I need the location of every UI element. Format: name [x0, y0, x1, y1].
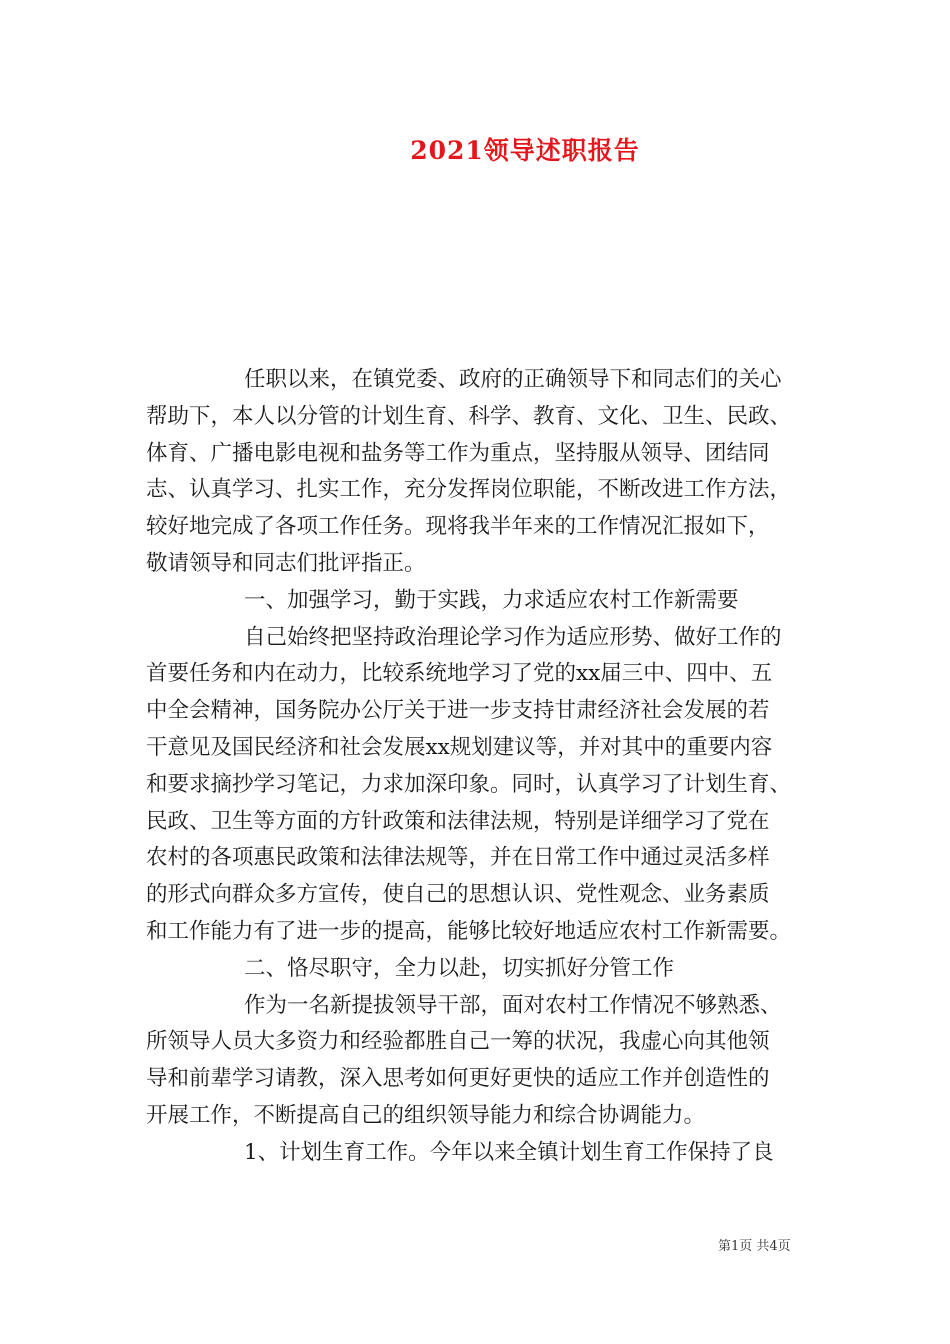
body-line: 帮助下，本人以分管的计划生育、科学、教育、文化、卫生、民政、	[146, 403, 792, 429]
body-line: 1、计划生育工作。今年以来全镇计划生育工作保持了良	[244, 1139, 774, 1165]
body-line: 较好地完成了各项工作任务。现将我半年来的工作情况汇报如下，	[146, 514, 770, 540]
body-line: 农村的各项惠民政策和法律法规等，并在日常工作中通过灵活多样	[146, 845, 770, 871]
document-title: 2021领导述职报告	[410, 136, 640, 165]
body-line: 自己始终把坚持政治理论学习作为适应形势、做好工作的	[244, 624, 782, 650]
section-heading: 一、加强学习，勤于实践，力求适应农村工作新需要	[244, 587, 739, 613]
body-line: 开展工作，不断提高自己的组织领导能力和综合协调能力。	[146, 1102, 706, 1128]
document-body	[146, 362, 814, 1172]
body-line: 敬请领导和同志们批评指正。	[146, 550, 426, 576]
body-line: 干意见及国民经济和社会发展xx规划建议等，并对其中的重要内容	[146, 734, 773, 760]
body-line: 导和前辈学习请教，深入思考如何更好更快的适应工作并创造性的	[146, 1066, 770, 1092]
page-number-footer: 第1页 共4页	[718, 1239, 791, 1254]
body-line: 志、认真学习、扎实工作，充分发挥岗位职能，不断改进工作方法，	[146, 477, 792, 503]
body-line: 任职以来，在镇党委、政府的正确领导下和同志们的关心	[244, 367, 782, 392]
body-line: 作为一名新提拔领导干部，面对农村工作情况不够熟悉、	[244, 992, 782, 1018]
body-line: 所领导人员大多资力和经验都胜自己一筹的状况，我虚心向其他领	[146, 1029, 770, 1055]
body-line: 的形式向群众多方宣传，使自己的思想认识、党性观念、业务素质	[146, 882, 770, 908]
body-line: 体育、广播电影电视和盐务等工作为重点，坚持服从领导、团结同	[146, 440, 770, 466]
body-line: 和要求摘抄学习笔记，力求加深印象。同时，认真学习了计划生育、	[146, 771, 792, 797]
body-line: 中全会精神，国务院办公厅关于进一步支持甘肃经济社会发展的若	[146, 698, 770, 724]
section-heading: 二、恪尽职守，全力以赴，切实抓好分管工作	[244, 955, 675, 981]
body-line: 民政、卫生等方面的方针政策和法律法规，特别是详细学习了党在	[146, 808, 770, 834]
body-line: 和工作能力有了进一步的提高，能够比较好地适应农村工作新需要。	[146, 918, 792, 944]
body-line: 首要任务和内在动力，比较系统地学习了党的xx届三中、四中、五	[146, 661, 773, 687]
